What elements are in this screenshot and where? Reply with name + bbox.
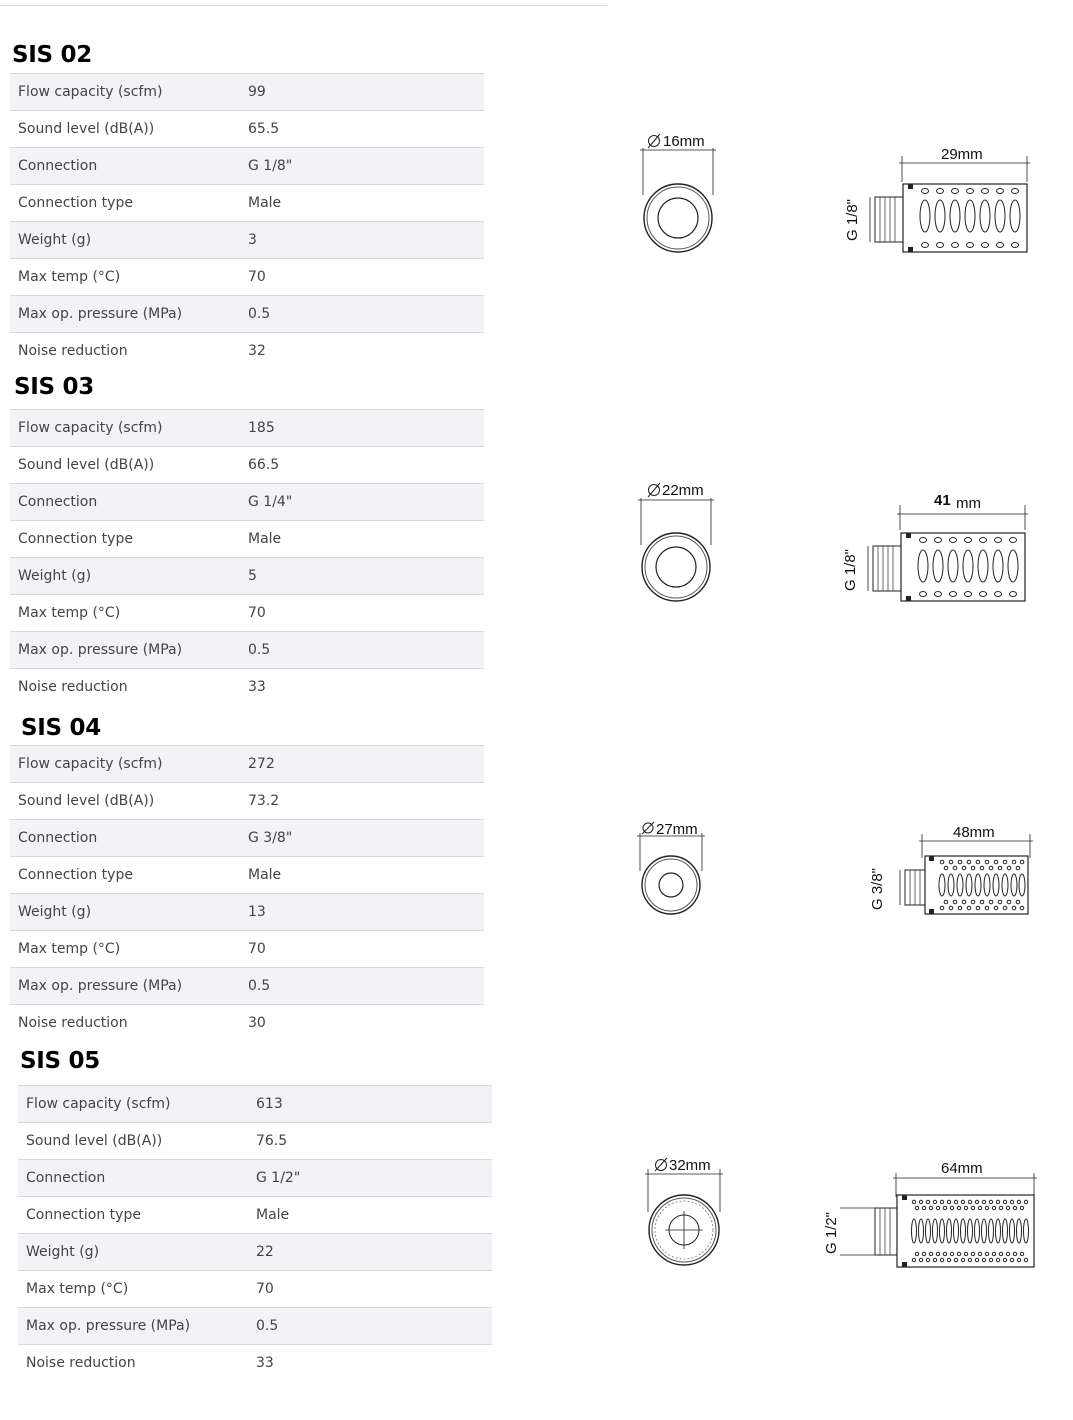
spec-value: 76.5 [256,1123,492,1160]
length-unit: mm [956,495,981,512]
thread-label: G 1/8" [844,198,861,241]
spec-value: 70 [248,595,484,632]
spec-label: Max op. pressure (MPa) [18,1308,256,1345]
spec-value: 0.5 [256,1308,492,1345]
side-view-drawing [865,820,1040,925]
spec-label: Connection type [10,857,248,894]
spec-table [10,73,484,369]
table-row [18,1271,492,1308]
end-view-drawing [635,1150,735,1280]
spec-value: 70 [248,259,484,296]
spec-value: Male [256,1197,492,1234]
spec-label: Max op. pressure (MPa) [10,968,248,1005]
spec-label: Noise reduction [10,1005,248,1042]
table-row [10,1005,484,1042]
table-row [10,148,484,185]
table-row [10,447,484,484]
table-row [10,820,484,857]
length-label: 41 [934,492,951,509]
spec-value: 30 [248,1005,484,1042]
spec-label: Connection type [10,185,248,222]
table-row [18,1197,492,1234]
product-title: SIS 02 [12,42,92,68]
spec-label: Flow capacity (scfm) [10,74,248,111]
spec-value: 5 [248,558,484,595]
spec-label: Connection [10,148,248,185]
spec-label: Max op. pressure (MPa) [10,632,248,669]
table-row [10,222,484,259]
product-title: SIS 03 [14,374,94,400]
spec-table [18,1085,492,1381]
spec-value: 70 [248,931,484,968]
spec-label: Max op. pressure (MPa) [10,296,248,333]
spec-value: G 3/8" [248,820,484,857]
length-label: 64mm [941,1160,983,1177]
spec-value: 73.2 [248,783,484,820]
side-view-drawing [838,488,1038,608]
spec-label: Weight (g) [10,558,248,595]
thread-label: G 1/8" [842,548,859,591]
spec-label: Connection [10,484,248,521]
end-view-drawing [630,475,730,610]
table-row [10,857,484,894]
spec-label: Max temp (°C) [10,595,248,632]
side-view-drawing [840,142,1040,262]
spec-value: 185 [248,410,484,447]
spec-label: Max temp (°C) [10,931,248,968]
spec-value: 22 [256,1234,492,1271]
spec-table [10,745,484,1041]
spec-value: Male [248,521,484,558]
table-row [10,259,484,296]
side-view-drawing [820,1155,1045,1275]
spec-label: Sound level (dB(A)) [10,783,248,820]
diameter-label: 22mm [662,482,704,499]
spec-value: Male [248,857,484,894]
table-row [10,558,484,595]
spec-label: Connection [18,1160,256,1197]
spec-value: 33 [248,669,484,706]
spec-value: 66.5 [248,447,484,484]
spec-value: 0.5 [248,632,484,669]
spec-label: Sound level (dB(A)) [10,111,248,148]
spec-value: 613 [256,1086,492,1123]
diameter-label: 27mm [656,821,698,838]
spec-value: 99 [248,74,484,111]
spec-value: G 1/8" [248,148,484,185]
table-row [18,1345,492,1382]
spec-value: 3 [248,222,484,259]
table-row [10,484,484,521]
diameter-label: 16mm [663,133,705,150]
spec-label: Noise reduction [10,669,248,706]
spec-label: Connection type [18,1197,256,1234]
table-row [10,894,484,931]
table-row [10,410,484,447]
spec-value: Male [248,185,484,222]
table-row [10,931,484,968]
spec-table [10,409,484,705]
spec-value: 13 [248,894,484,931]
spec-label: Flow capacity (scfm) [10,746,248,783]
spec-label: Weight (g) [10,222,248,259]
table-row [10,185,484,222]
table-row [18,1308,492,1345]
spec-value: 0.5 [248,296,484,333]
table-row [10,595,484,632]
spec-label: Max temp (°C) [10,259,248,296]
length-label: 48mm [953,824,995,841]
spec-label: Flow capacity (scfm) [18,1086,256,1123]
table-row [10,669,484,706]
product-title: SIS 05 [20,1048,100,1074]
table-row [10,333,484,370]
end-view-drawing [630,815,730,925]
table-row [10,746,484,783]
spec-label: Noise reduction [10,333,248,370]
spec-label: Sound level (dB(A)) [10,447,248,484]
spec-label: Max temp (°C) [18,1271,256,1308]
table-row [10,632,484,669]
table-row [18,1086,492,1123]
spec-value: 70 [256,1271,492,1308]
spec-value: 272 [248,746,484,783]
table-row [18,1123,492,1160]
end-view-drawing [630,125,730,260]
spec-value: 33 [256,1345,492,1382]
table-row [10,521,484,558]
spec-value: 65.5 [248,111,484,148]
thread-label: G 1/2" [823,1211,840,1254]
thread-label: G 3/8" [869,867,886,910]
table-row [10,74,484,111]
spec-value: G 1/2" [256,1160,492,1197]
spec-value: G 1/4" [248,484,484,521]
table-row [10,296,484,333]
spec-label: Connection type [10,521,248,558]
table-row [10,111,484,148]
spec-label: Sound level (dB(A)) [18,1123,256,1160]
spec-value: 32 [248,333,484,370]
product-title: SIS 04 [21,715,101,741]
length-label: 29mm [941,146,983,163]
spec-label: Connection [10,820,248,857]
top-divider [0,5,607,6]
spec-label: Flow capacity (scfm) [10,410,248,447]
spec-value: 0.5 [248,968,484,1005]
table-row [10,968,484,1005]
table-row [10,783,484,820]
table-row [18,1160,492,1197]
table-row [18,1234,492,1271]
spec-label: Noise reduction [18,1345,256,1382]
diameter-label: 32mm [669,1157,711,1174]
spec-label: Weight (g) [18,1234,256,1271]
spec-label: Weight (g) [10,894,248,931]
